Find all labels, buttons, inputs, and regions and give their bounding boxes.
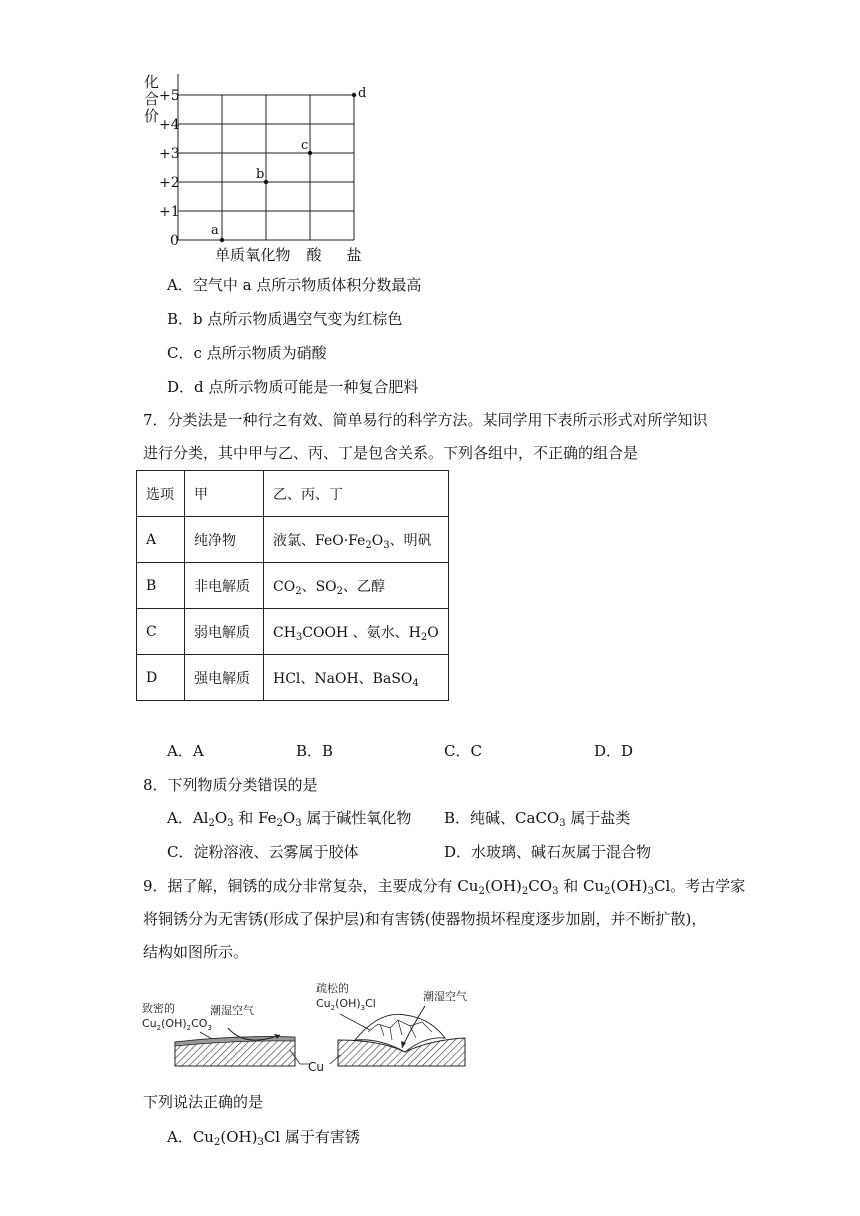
q9-stem-line3: 结构如图所示。: [143, 943, 249, 961]
q8-option-a: A．$Al_2O_3$ 和 $Fe_2O_3$ 属于碱性氧化物: [167, 809, 412, 829]
y-tick-label: +4: [159, 117, 180, 133]
left-label-1: 致密的: [142, 1002, 175, 1015]
table-cell: 弱电解质: [185, 609, 264, 655]
q9-stem-line2: 将铜锈分为无害锈(形成了保护层)和有害锈(使器物损坏程度逐步加剧，并不断扩散)，: [143, 910, 707, 928]
table-cell-members: $CH_3COOH$ 、氨水、$H_2O$: [264, 609, 449, 655]
data-label-a: a: [211, 223, 219, 238]
q8-stem: 8．下列物质分类错误的是: [143, 776, 318, 794]
table-header: 选项: [137, 471, 185, 517]
data-label-b: b: [256, 167, 265, 182]
y-tick-label: +1: [159, 204, 180, 220]
y-tick-label: +5: [159, 88, 180, 104]
right-label-2: $Cu_2(OH)_3Cl$: [316, 997, 376, 1012]
q7-option-b: B．B: [296, 742, 334, 760]
cu-label: Cu: [308, 1060, 324, 1074]
table-cell: 纯净物: [185, 517, 264, 563]
x-tick-label: 盐: [346, 246, 362, 264]
data-point-b: [264, 180, 268, 184]
right-label-1: 疏松的: [316, 982, 349, 995]
q8-option-b: B．纯碱、CaCO$_3$ 属于盐类: [444, 809, 631, 829]
x-tick-label: 氧化物: [245, 246, 291, 264]
table-cell-members: $CO_2$、$SO_2$、乙醇: [264, 563, 449, 609]
table-row: [137, 517, 449, 563]
left-label-leader: [200, 1032, 212, 1039]
y-tick-label: 0: [170, 233, 179, 249]
table-cell-members: HCl、NaOH、BaSO$_4$: [264, 655, 449, 701]
table-cell: A: [137, 517, 185, 563]
left-label-2: $Cu_2(OH)_2CO_3$: [142, 1017, 212, 1032]
x-tick-label: 单质: [214, 246, 246, 264]
data-point-a: [220, 238, 224, 242]
table-cell: B: [137, 563, 185, 609]
right-air-label: 潮湿空气: [423, 990, 467, 1003]
x-tick-label: 酸: [306, 246, 322, 264]
q7-stem-line1: 7．分类法是一种行之有效、简单易行的科学方法。某同学用下表所示形式对所学知识: [143, 411, 708, 429]
data-point-c: [308, 151, 312, 155]
q9-option-a: A．$Cu_2(OH)_3Cl$ 属于有害锈: [167, 1128, 360, 1148]
left-air-label: 潮湿空气: [210, 1004, 254, 1017]
table-row: [137, 655, 449, 701]
chart-ylabel: 化合价: [144, 73, 160, 125]
table-cell: 非电解质: [185, 563, 264, 609]
q7-option-a: A．A: [167, 742, 204, 760]
data-point-d: [352, 93, 356, 97]
table-header: 甲: [185, 471, 264, 517]
q6-option-b: B．b 点所示物质遇空气变为红棕色: [167, 310, 403, 328]
q7-option-c: C．C: [444, 742, 482, 760]
table-cell: C: [137, 609, 185, 655]
q6-option-c: C．c 点所示物质为硝酸: [167, 344, 327, 362]
q9-prompt: 下列说法正确的是: [143, 1093, 264, 1111]
table-cell-members: 液氯、$FeO\cdot Fe_2O_3$、明矾: [264, 517, 449, 563]
classification-table: [136, 470, 449, 701]
valence-chart: [140, 70, 380, 266]
q6-option-a: A．空气中 a 点所示物质体积分数最高: [167, 276, 422, 294]
table-row: [137, 563, 449, 609]
q7-stem-line2: 进行分类，其中甲与乙、丙、丁是包含关系。下列各组中，不正确的组合是: [143, 444, 639, 462]
table-row: [137, 609, 449, 655]
data-label-d: d: [358, 86, 367, 101]
y-tick-label: +3: [159, 146, 180, 162]
data-label-c: c: [301, 138, 309, 153]
copper-rust-diagram: [140, 980, 480, 1080]
q6-option-d: D．d 点所示物质可能是一种复合肥料: [167, 378, 419, 396]
table-header-row: [137, 471, 449, 517]
q7-option-d: D．D: [594, 742, 634, 760]
table-cell: 强电解质: [185, 655, 264, 701]
q9-stem-line1: 9．据了解，铜锈的成分非常复杂，主要成分有 $Cu_2(OH)_2CO_3$ 和 $Cu_2(OH)_3Cl$。考古学家: [143, 877, 746, 897]
table-cell: D: [137, 655, 185, 701]
right-label-leader: [340, 1014, 370, 1030]
y-tick-label: +2: [159, 175, 180, 191]
q8-option-d: D．水玻璃、碱石灰属于混合物: [444, 843, 652, 861]
table-header: 乙、丙、丁: [264, 471, 449, 517]
q8-option-c: C．淀粉溶液、云雾属于胶体: [167, 843, 359, 861]
